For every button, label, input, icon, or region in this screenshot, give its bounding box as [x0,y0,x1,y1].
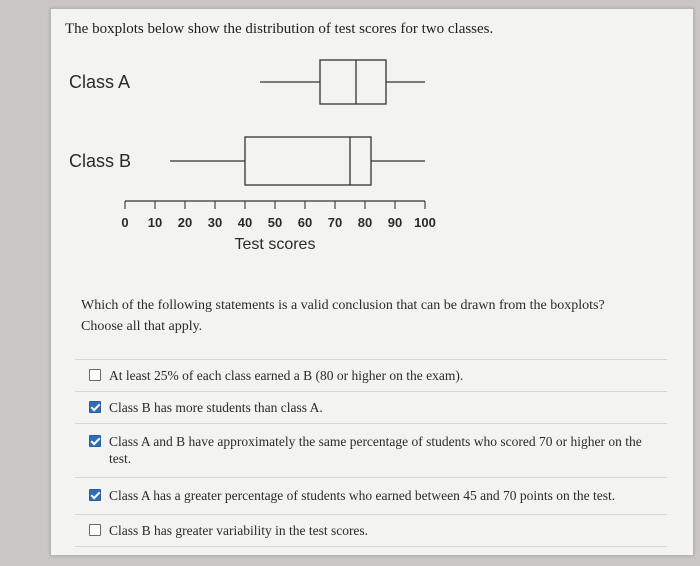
checkbox-icon[interactable] [89,489,101,501]
x-tick-label: 40 [237,215,253,230]
answer-option-label: At least 25% of each class earned a B (80 or higher on the exam). [109,368,464,383]
question-card [50,8,694,556]
answer-option-1[interactable] [75,360,667,392]
checkbox-icon[interactable] [89,524,101,536]
checkbox-icon[interactable] [89,435,101,447]
x-tick-label: 30 [207,215,223,230]
series-label: Class A [69,72,131,92]
answer-option-label: Class B has more students than class A. [109,400,323,415]
x-tick-label: 20 [177,215,193,230]
x-tick-label: 100 [414,215,436,230]
answer-option-label: Class A and B have approximately the same percentage of students who scored 70 or higher on the test. [109,434,642,466]
answer-option-5[interactable] [75,515,667,547]
x-tick-label: 10 [147,215,163,230]
box [245,137,371,185]
answer-option-2[interactable] [75,392,667,424]
x-tick-label: 60 [297,215,313,230]
answer-option-label: Class B has greater variability in the test scores. [109,523,369,538]
x-tick-label: 80 [357,215,373,230]
answer-option-label: Class A has a greater percentage of students who earned between 45 and 70 points on the test. [109,488,616,503]
question-intro: The boxplots below show the distribution of test scores for two classes. [65,21,494,37]
answer-option-4[interactable] [75,478,667,515]
answer-options [75,359,667,547]
x-axis-label: Test scores [234,236,316,253]
x-tick-label: 0 [121,215,129,230]
box [320,60,386,104]
answer-option-3[interactable] [75,424,667,478]
question-prompt: Which of the following statements is a valid conclusion that can be drawn from the boxplots? [81,298,605,313]
checkbox-icon[interactable] [89,401,101,413]
series-label: Class B [69,151,132,171]
x-tick-label: 70 [327,215,343,230]
checkbox-icon[interactable] [89,369,101,381]
x-tick-label: 90 [387,215,403,230]
question-instruction: Choose all that apply. [81,319,203,334]
question-prompt-block [81,295,641,337]
boxplot-chart [51,9,691,269]
x-tick-label: 50 [267,215,283,230]
